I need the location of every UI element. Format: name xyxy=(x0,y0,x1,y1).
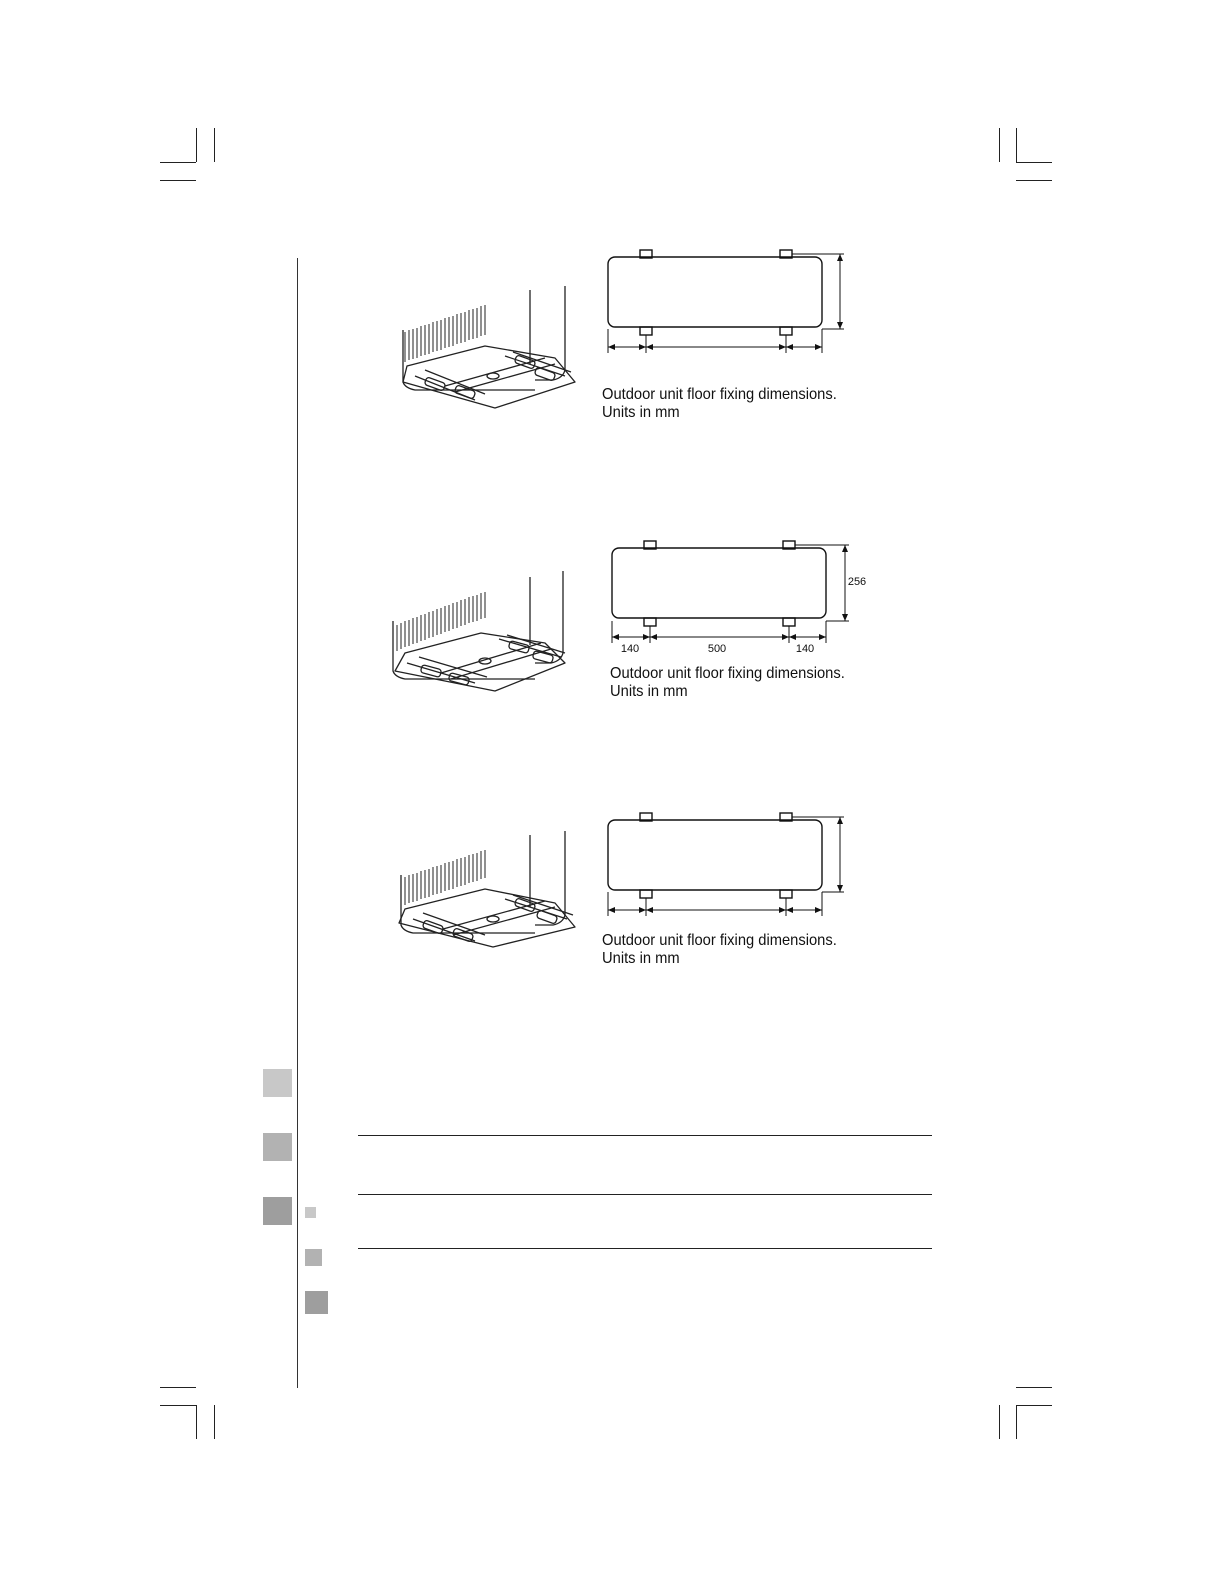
dim-height-256: 256 xyxy=(847,576,867,588)
floor-fixing-diagram-3 xyxy=(600,808,860,920)
dim-middle-500: 500 xyxy=(707,643,727,655)
figure-2-caption-title: Outdoor unit floor fixing dimensions. xyxy=(610,665,845,682)
rule-2 xyxy=(358,1194,932,1195)
floor-fixing-diagram-1 xyxy=(600,245,860,357)
swatch-small-mid xyxy=(305,1249,322,1266)
swatch-small-dark xyxy=(305,1291,328,1314)
figure-3-caption-units: Units in mm xyxy=(602,950,680,967)
outdoor-unit-illustration-2 xyxy=(385,565,585,705)
figure-3-caption-title: Outdoor unit floor fixing dimensions. xyxy=(602,932,837,949)
rule-1 xyxy=(358,1135,932,1136)
swatch-large-dark xyxy=(263,1197,292,1225)
outdoor-unit-illustration-3 xyxy=(385,825,585,965)
rule-3 xyxy=(358,1248,932,1249)
outdoor-unit-illustration-1 xyxy=(385,280,585,420)
swatch-large-mid xyxy=(263,1133,292,1161)
swatch-small-light xyxy=(305,1207,316,1218)
dim-right-140: 140 xyxy=(795,643,815,655)
dim-left-140: 140 xyxy=(620,643,640,655)
figure-1-caption-title: Outdoor unit floor fixing dimensions. xyxy=(602,386,837,403)
floor-fixing-diagram-2 xyxy=(605,535,865,645)
figure-2-caption-units: Units in mm xyxy=(610,683,688,700)
swatch-large-light xyxy=(263,1069,292,1097)
margin-rule xyxy=(297,258,298,1388)
figure-1-caption-units: Units in mm xyxy=(602,404,680,421)
